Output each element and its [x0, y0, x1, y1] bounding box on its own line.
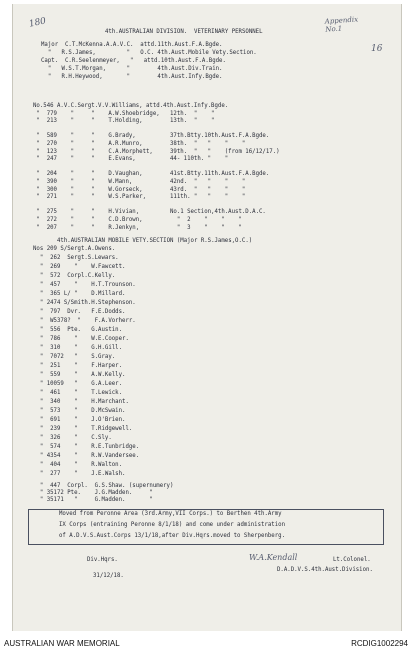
rank-line: " 275 " " H.Vivian, No.1 Section,4th.Aust.D.A.C.	[33, 209, 266, 216]
mvs-roll-line: " 574 " R.E.Tunbridge.	[33, 444, 140, 450]
mvs-roll-line: " 239 " T.Ridgewell.	[33, 426, 133, 432]
rank-line: " 207 " " R.Jenkyn, " 3 " " "	[33, 224, 242, 231]
caption-right: RCDIG1002294	[351, 639, 408, 648]
mvs-roll-line: " 797 Dvr. F.E.Dodds.	[33, 309, 126, 315]
mvs-roll-line: " 277 " J.E.Walsh.	[33, 471, 126, 477]
mvs-roll-line: " 461 " T.Lewick.	[33, 390, 123, 396]
rank-line: " 213 " " T.Holding, 13th. " "	[33, 118, 215, 125]
mvs-roll-line: " 573 " D.McSwain.	[33, 408, 126, 414]
movement-note-box	[28, 509, 384, 545]
caption-strip	[0, 633, 412, 654]
officer-line: " R.H.Heywood, " 4th.Aust.Infy.Bgde.	[41, 74, 223, 80]
mvs-roll-line: " 457 " H.T.Trounson.	[33, 282, 136, 288]
mvs-roll-line: " 559 " A.W.Kelly.	[33, 372, 126, 378]
mvs-roll-line: " 786 " W.E.Cooper.	[33, 336, 129, 342]
officer-line: Capt. C.R.Seelenmeyer, " attd.10th.Aust.F.A.Bgde.	[41, 58, 226, 64]
note-line: Moved from Peronne Area (3rd.Army,VII Corps.) to Berthen 4th.Army	[59, 511, 282, 517]
mvs-roll-line: " W5378? " F.A.Vorherr.	[33, 318, 136, 324]
rank-line: " 300 " " W.Gorseck, 43rd. " " " "	[33, 186, 246, 193]
rank-line: " 390 " " W.Mann, 42nd. " " " "	[33, 179, 246, 185]
mvs-roll-line: " 4354 " R.W.Vandersee.	[33, 453, 140, 459]
supernumerary-line: " 447 Corpl. G.S.Shaw. (supernumery)	[33, 483, 174, 489]
mvs-roll-line: " 269 " W.Fawcett.	[33, 264, 126, 270]
caption-left: AUSTRALIAN WAR MEMORIAL	[4, 639, 120, 648]
mvs-roll-line: " 310 " G.H.Gill.	[33, 345, 123, 351]
officer-line: " R.S.James, " O.C. 4th.Aust.Mobile Vety.Section.	[41, 50, 257, 56]
signature: W.A.Kendall	[249, 553, 298, 562]
officer-line: " W.S.T.Morgan, " 4th.Aust.Div.Train.	[41, 66, 223, 72]
supernumerary-line: " 35171 " G.Madden. "	[33, 497, 153, 504]
mvs-roll-line: " 340 " H.Marchant.	[33, 399, 129, 405]
rank-line: " 271 " " W.S.Parker, 111th. " " " "	[33, 194, 246, 201]
mvs-roll-line: " 404 " R.Walton.	[33, 462, 123, 468]
mvs-roll-line: Nos 209 S/Sergt.A.Owens.	[33, 246, 116, 252]
folio-number: 16	[371, 44, 383, 54]
mvs-roll-line: " 10059 " G.A.Leer.	[33, 381, 123, 387]
mvs-heading: 4th.AUSTRALIAN MOBILE VETY.SECTION (Major R.S.James,O.C.)	[57, 238, 253, 244]
appendix-label: Appendix No.1	[324, 15, 359, 34]
mvs-roll-line: " 262 Sergt.S.Lewars.	[33, 255, 119, 261]
mvs-roll-line: " 326 " C.Sly.	[33, 435, 112, 441]
rank-line: No.546 A.V.C.Sergt.V.V.Williams, attd.4th.Aust.Infy.Bgde.	[33, 103, 229, 109]
rank-line: " 589 " " G.Brady, 37th.Btty.10th.Aust.F.A.Bgde.	[33, 133, 270, 140]
page-number: 180	[28, 16, 48, 30]
mvs-roll-line: " 7072 " S.Gray.	[33, 354, 116, 360]
mvs-roll-line: " 572 Corpl.C.Kelly.	[33, 273, 116, 279]
mvs-roll-line: " 365 L/ " D.Millard.	[33, 291, 126, 297]
rank-line: " 247 " " E.Evans, 44- 110th. " "	[33, 156, 229, 163]
page-title: 4th.AUSTRALIAN DIVISION. VETERINARY PERSONNEL	[105, 29, 263, 35]
supernumerary-line: " 35172 Pte. J.G.Madden. "	[33, 490, 153, 497]
mvs-roll-line: " 2474 S/Smith.H.Stephenson.	[33, 300, 136, 306]
rank-line: " 270 " " A.R.Munro, 38th. " " " "	[33, 141, 246, 147]
rank-line: " 272 " " C.D.Brown, " 2 " " "	[33, 217, 242, 223]
signatory-rank: Lt.Colonel.	[333, 557, 371, 563]
note-line: of A.D.V.S.Aust.Corps 13/1/18,after Div.Hqrs.moved to Sherpenberg.	[59, 533, 285, 539]
mvs-roll-line: " 556 Pte. G.Austin.	[33, 327, 123, 333]
signatory-title: D.A.D.V.S.4th.Aust.Division.	[277, 567, 373, 573]
mvs-roll-line: " 691 " J.O'Brien.	[33, 417, 126, 423]
div-hqrs: Div.Hqrs.	[87, 557, 118, 563]
rank-line: " 204 " " D.Vaughan, 41st.Btty.11th.Aust.F.A.Bgde.	[33, 171, 270, 178]
document-page	[12, 4, 402, 631]
date: 31/12/18.	[93, 573, 124, 579]
rank-line: " 123 " " C.A.Morphett, 39th. " " (from 16/12/17.)	[33, 148, 280, 155]
mvs-roll-line: " 251 " F.Harper.	[33, 363, 123, 369]
rank-line: " 779 " " A.W.Shoebridge, 12th. " "	[33, 110, 215, 117]
officer-line: Major C.T.McKenna.A.A.V.C. attd.11th.Aust.F.A.Bgde.	[41, 42, 223, 48]
note-line: IX Corps (entraining Peronne 8/1/18) and come under administration	[59, 522, 285, 528]
